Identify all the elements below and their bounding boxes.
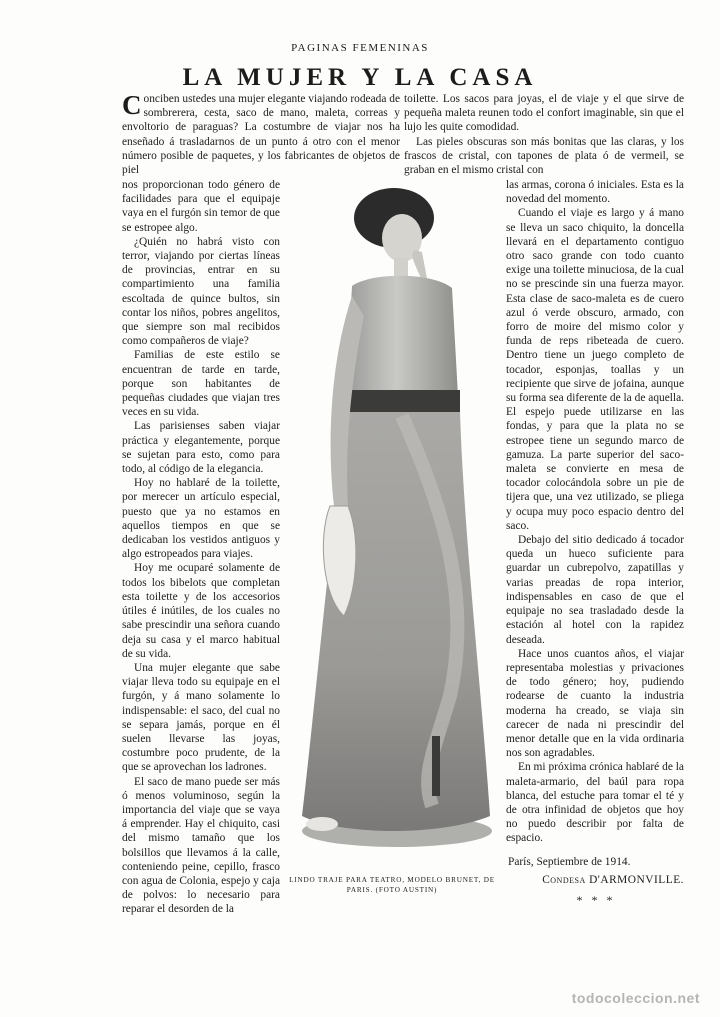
woman-illustration: [282, 176, 504, 866]
paragraph: nos proporcionan todo género de facilidades para que el equipaje vaya en el furgón sin temor de que se estropee algo.: [122, 179, 280, 234]
paragraph: Hoy no hablaré de la toilette, por merecer un artículo especial, puesto que ya no estamos en aquellos tiempos en que se dedicaban los vestidos antiguos y algo estropeados para viajes.: [122, 477, 280, 561]
author-signature: Condesa D'ARMONVILLE.: [542, 874, 684, 886]
paragraph: toilette. Los sacos para joyas, el de viaje y el que sirve de pequeña maleta reunen todo el confort imaginable, sin que el lujo les quite comodidad.: [404, 93, 684, 134]
paragraph: las armas, corona ó iniciales. Esta es la novedad del momento.: [506, 179, 684, 206]
paragraph: En mi próxima crónica hablaré de la maleta-armario, del baúl para ropa blanca, del estuche para tomar el té y de otra infinidad de objetos que hoy no puedo describir por falta de espacio.: [506, 761, 684, 845]
right-top-block: [404, 92, 684, 177]
photo-caption: LINDO TRAJE PARA TEATRO, MODELO BRUNET, DE PARIS. (FOTO AUSTIN): [289, 876, 495, 894]
watermark: todocoleccion.net: [571, 990, 700, 1006]
paragraph: Debajo del sitio dedicado á tocador queda un hueco suficiente para guardar un cubrepolvo, zapatillas y varias preadas de ropa interior, indispensables en caso de que el equipaje no sea trasladado desde la estación al hotel con la rapidez deseada.: [506, 534, 684, 646]
drop-cap: C: [122, 90, 142, 120]
paragraph: Las parisienses saben viajar práctica y elegantemente, porque se sujetan para esto, como para todo, al código de la elegancia.: [122, 420, 280, 476]
paragraph: Hace unos cuantos años, el viajar representaba molestias y privaciones de todo género; hoy, pudiendo rodearse de cuanto la industria moderna ha creado, se viaja sin carecer de nada ni prescindir del menor detalle que en la vida ordinaria nos son agradables.: [506, 647, 684, 760]
paragraph: Una mujer elegante que sabe viajar lleva todo su equipaje en el furgón, y á mano solamente lo indispensable: el saco, del cual no se separa jamás, porque en él suelen llevarse las joyas, costumbre poco prudente, de la que se aprovechan los ladrones.: [122, 661, 280, 774]
paragraph: El saco de mano puede ser más ó menos voluminoso, según la importancia del viaje que se vaya á emprender. Hay el chiquito, casi del mismo tamaño que los bolsillos que llevamos á la calle, conteniendo peine, cepillo, frasco con agua de Colonia, espejo y caja de polvos: lo necesario para reparar el desorden de la: [122, 775, 280, 916]
paragraph: Cuando el viaje es largo y á mano se lleva un saco chiquito, la doncella llevará en el departamento contiguo otro saco grande con todo cuanto exige una toilette minuciosa, de la cual no se prescinde sin una fuerza mayor. Esta clase de saco-maleta es de cuero azul ó verde obscuro, armado, con forro de moire del mismo color y funda de reps ribeteada de cuero. Dentro tiene un juego completo de tocador, esponjas, toallas y un recipiente que sirve de jofaina, aunque su forma sea diferente de la de aquella. El espejo puede utilizarse en las fondas, y para que la plata no se estropee tiene un segundo marco de gamuza. La parte superior del saco-maleta se convierte en mesa de tocador colocándola sobre un pie de tijera que, una vez utilizado, se pliega y ocupa muy poco espacio dentro del saco.: [506, 207, 684, 532]
paragraph: Hoy me ocuparé solamente de todos los bibelots que completan esta toilette y de los accesorios útiles é inútiles, de los cuales no sabe prescindir una señora cuando deja su casa y el marco habitual de su vida.: [122, 562, 280, 660]
intro-paragraph-block: [122, 92, 400, 177]
right-column: [506, 178, 684, 846]
left-column: [122, 178, 280, 917]
photo-woman-dress: [282, 176, 504, 866]
running-head: PAGINAS FEMENINAS: [291, 42, 429, 54]
paragraph: Las pieles obscuras son más bonitas que las claras, y los frascos de cristal, con tapones de plata ó de vermeil, se graban en el mismo cristal con: [404, 135, 684, 177]
intro-paragraph: [122, 92, 400, 177]
paragraph: ¿Quién no habrá visto con terror, viajando por ciertas líneas de provincias, entrar en su compartimiento una familia escoltada de quince bultos, sin contar los niños, pobres angelitos, que siempre son mal recibidos como compañeros de viaje?: [122, 235, 280, 348]
paragraph: Familias de este estilo se encuentran de tarde en tarde, porque son habitantes de pequeñas ciudades que viajan tres veces en su vida.: [122, 349, 280, 419]
intro-text: onciben ustedes una mujer elegante viajando rodeada de sombrerera, cesta, saco de mano, maleta, correas y envoltorio de paraguas? La costumbre de viajar nos ha enseñado á trasladarnos de un punto á otro con el menor número posible de paquetes, y los fabricantes de objetos de piel: [122, 93, 401, 177]
article-title: LA MUJER Y LA CASA: [182, 64, 538, 91]
dateline: París, Septiembre de 1914.: [508, 856, 631, 868]
section-end-stars: * * *: [576, 893, 616, 907]
